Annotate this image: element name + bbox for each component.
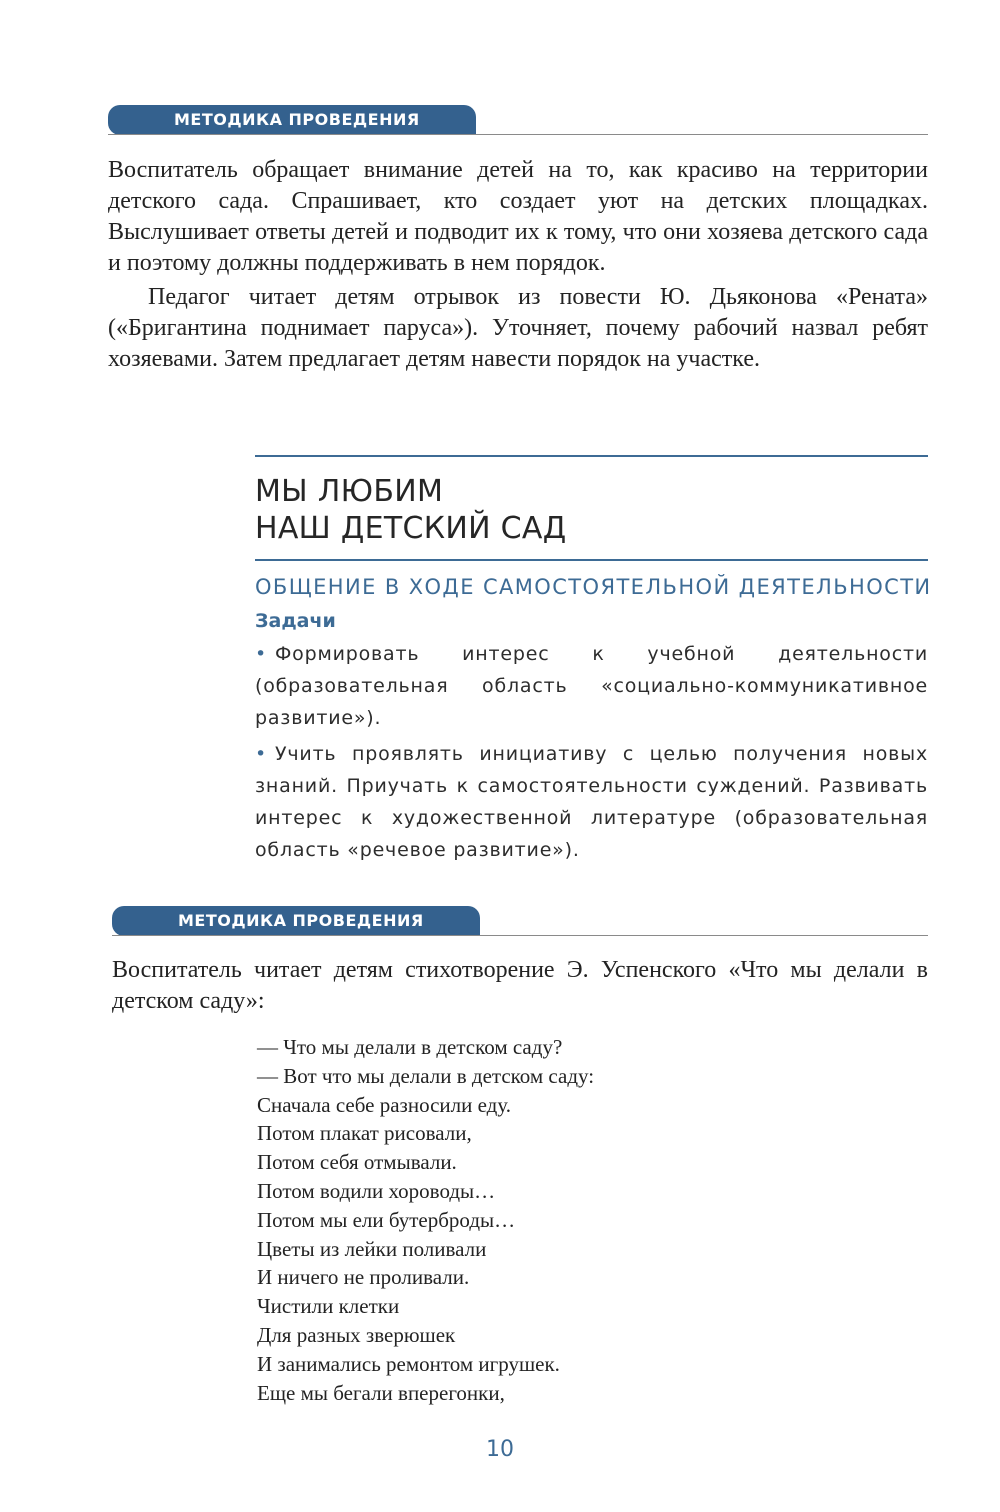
poem-line: Еще мы бегали вперегонки, (257, 1380, 505, 1405)
paragraph-text: Педагог читает детям отрывок из повести Ю. Дьяконова «Рената» («Бригантина поднимает паруса»). Уточняет, почему рабочий назвал ребят хозяевами. Затем предлагает детям навести порядок на участке. (108, 284, 928, 372)
poem-line: Потом водили хороводы… (257, 1178, 496, 1203)
paragraph-text: Воспитатель читает детям стихотворение Э. Успенского «Что мы делали в детском саду»: (112, 957, 928, 1014)
heading-bottom-rule (255, 559, 928, 561)
paragraph (108, 155, 928, 279)
poem-line: Цветы из лейки поливали (257, 1236, 487, 1261)
poem-line: Потом мы ели бутерброды… (257, 1207, 516, 1232)
section-banner-2 (112, 900, 928, 936)
paragraph-text: Воспитатель обращает внимание детей на то, как красиво на территории детского сада. Спрашивает, кто создает уют на детских площадках. Выслушивает ответы детей и подводит их к тому, что они хозяева детского сада и поэтому должны поддерживать в нем порядок. (108, 157, 928, 276)
page-number: 10 (486, 1437, 514, 1462)
activity-heading (255, 455, 932, 599)
poem-line: Потом себя отмывали. (257, 1150, 457, 1175)
paragraph (108, 282, 928, 375)
bullet-icon: • (255, 743, 268, 765)
task-item (255, 638, 928, 734)
heading-top-rule (255, 455, 928, 457)
banner-rule (112, 935, 928, 936)
poem-line: Чистили клетки (257, 1294, 400, 1319)
poem-line: И занимались ремонтом игрушек. (257, 1351, 560, 1376)
bullet-icon: • (255, 643, 268, 665)
poem-line: — Что мы делали в детском саду? (257, 1035, 563, 1059)
activity-title (255, 473, 928, 547)
poem-line: — Вот что мы делали в детском саду: (257, 1063, 595, 1088)
title-line: МЫ ЛЮБИМ (255, 474, 444, 509)
poem (257, 1033, 594, 1407)
tasks-label: Задачи (255, 610, 336, 632)
title-line: НАШ ДЕТСКИЙ САД (255, 511, 567, 546)
paragraph (112, 955, 928, 1017)
poem-line: Для разных зверюшек (257, 1322, 456, 1347)
poem-line: Потом плакат рисовали, (257, 1121, 472, 1146)
banner-rule (108, 134, 928, 135)
task-item (255, 738, 928, 866)
section-banner-1 (108, 99, 928, 135)
banner-label: МЕТОДИКА ПРОВЕДЕНИЯ (108, 105, 476, 135)
task-text: Формировать интерес к учебной деятельности (образовательная область «социально-коммуникативное развитие»). (255, 643, 928, 729)
poem-line: Сначала себе разносили еду. (257, 1092, 511, 1117)
task-text: Учить проявлять инициативу с целью получения новых знаний. Приучать к самостоятельности суждений. Развивать интерес к художественной литературе (образовательная область «речевое развитие»). (255, 743, 928, 861)
poem-line: И ничего не проливали. (257, 1265, 470, 1290)
tasks-section (255, 610, 928, 870)
activity-subtitle: ОБЩЕНИЕ В ХОДЕ САМОСТОЯТЕЛЬНОЙ ДЕЯТЕЛЬНОСТИ (255, 575, 932, 599)
banner-label: МЕТОДИКА ПРОВЕДЕНИЯ (112, 906, 480, 936)
